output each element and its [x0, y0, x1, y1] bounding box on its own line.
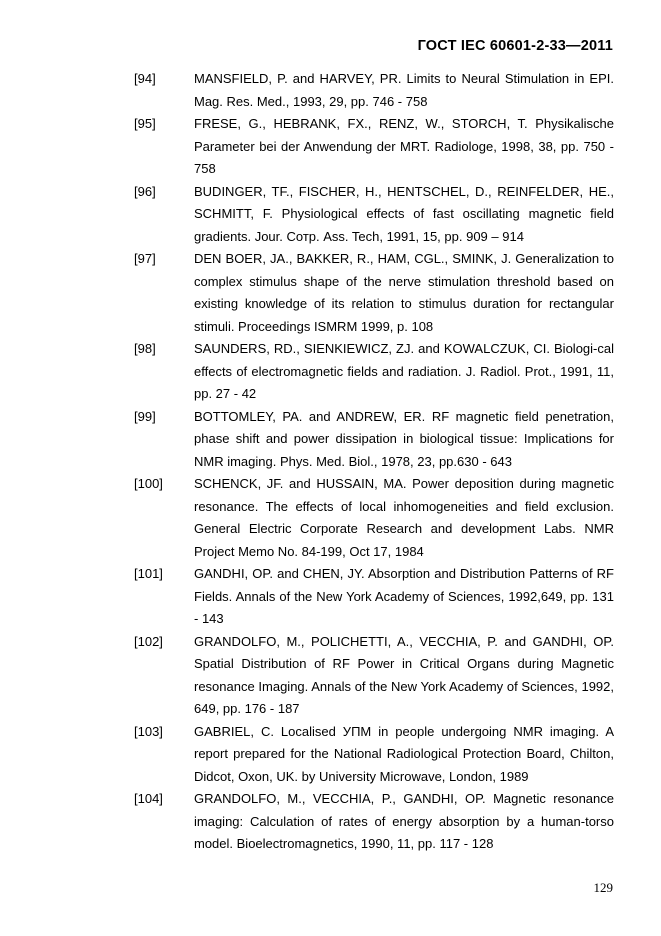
reference-number: [101] — [134, 566, 163, 581]
reference-list — [134, 68, 614, 856]
reference-text: BOTTOMLEY, PA. and ANDREW, ER. RF magnetic field penetration, phase shift and power dissipation in biological tissue: Implications for NMR imaging. Phys. Med. Biol., 1978, 23, pp.630 - 643 — [194, 408, 614, 469]
document-header: ГОСТ IEC 60601-2-33—2011 — [417, 38, 613, 54]
reference-text: GRANDOLFO, M., POLICHETTI, A., VECCHIA, P. and GANDHI, OP. Spatial Distribution of RF Power in Critical Organs during Magnetic resonance Imaging. Annals of the New York Academy of Sciences, 1992, 649, pp. 176 - 187 — [194, 633, 614, 716]
reference-text: BUDINGER, TF., FISCHER, H., HENTSCHEL, D., REINFELDER, HE., SCHMITT, F. Physiological effects of fast oscillating magnetic field gradients. Jour. Сотр. Ass. Tech, 1991, 15, pp. 909 – 914 — [194, 183, 614, 244]
reference-number: [104] — [134, 791, 163, 806]
reference-item — [134, 631, 614, 721]
reference-text: SCHENCK, JF. and HUSSAIN, MA. Power deposition during magnetic resonance. The effects of local inhomogeneities and field exclusion. General Electric Corporate Research and development Labs. NMR Project Memo No. 84-199, Oct 17, 1984 — [194, 476, 614, 559]
reference-text: MANSFIELD, P. and HARVEY, PR. Limits to Neural Stimulation in EPI. Mag. Res. Med., 1993, 29, pp. 746 - 758 — [194, 71, 614, 109]
reference-number: [96] — [134, 183, 156, 199]
reference-item — [134, 113, 614, 181]
reference-item — [134, 248, 614, 338]
reference-number: [94] — [134, 71, 156, 86]
reference-text: SAUNDERS, RD., SIENKIEWICZ, ZJ. and KOWALCZUK, CI. Biologi-cal effects of electromagnetic fields and radiation. J. Radiol. Prot., 1991, 11, pp. 27 - 42 — [194, 341, 614, 401]
reference-item — [134, 338, 614, 406]
reference-number: [103] — [134, 723, 163, 739]
reference-text: GANDHI, OP. and CHEN, JY. Absorption and Distribution Patterns of RF Fields. Annals of the New York Academy of Sciences, 1992,649, pp. 131 - 143 — [194, 566, 614, 626]
reference-item — [134, 563, 614, 631]
reference-item — [134, 68, 614, 113]
reference-item — [134, 721, 614, 789]
reference-text: FRESE, G., HEBRANK, FX., RENZ, W., STORCH, T. Physikalische Parameter bei der Anwendung der MRT. Radiologe, 1998, 38, pp. 750 - 758 — [194, 116, 614, 176]
reference-item — [134, 181, 614, 249]
reference-text: GRANDOLFO, M., VECCHIA, P., GANDHI, OP. Magnetic resonance imaging: Calculation of rates of energy absorption by a human-torso model. Bioelectromagnetics, 1990, 11, pp. 117 - 128 — [194, 791, 614, 851]
reference-number: [100] — [134, 476, 163, 491]
reference-number: [95] — [134, 116, 156, 131]
reference-number: [98] — [134, 341, 156, 356]
reference-item — [134, 406, 614, 474]
reference-item — [134, 788, 614, 856]
page-number: 129 — [593, 880, 613, 895]
reference-text: GABRIEL, C. Localised УПМ in people undergoing NMR imaging. A report prepared for the National Radiological Protection Board, Chilton, Didcot, Oxon, UK. by University Microwave, London, 1989 — [194, 723, 614, 784]
reference-number: [102] — [134, 633, 163, 649]
reference-number: [97] — [134, 251, 156, 266]
reference-text: DEN BOER, JA., BAKKER, R., HAM, CGL., SMINK, J. Generalization to complex stimulus shape of the nerve stimulation threshold based on existing knowledge of its relation to stimulus duration for rectangular stimuli. Proceedings ISMRM 1999, p. 108 — [194, 251, 614, 334]
reference-number: [99] — [134, 408, 156, 424]
reference-item — [134, 473, 614, 563]
